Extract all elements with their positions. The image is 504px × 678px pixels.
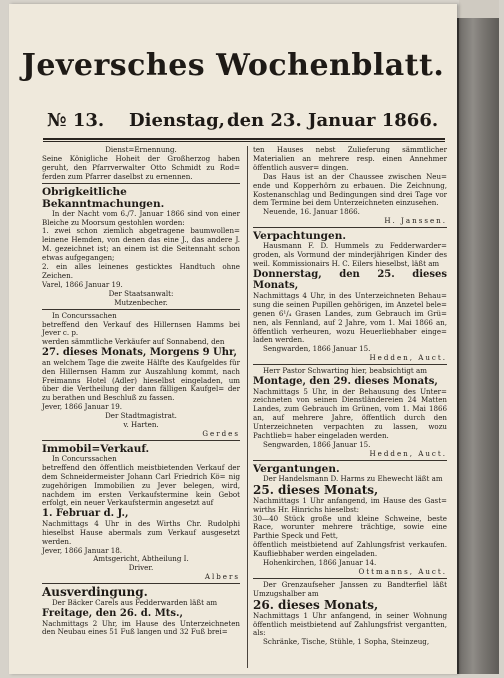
section-rule [42,309,240,310]
text-line: Der Bäcker Carels aus Fedderwarden läßt am [52,598,218,608]
text-line: ten Hauses nebst Zulieferung sämmtlicher Materialien an mehrere resp. einen Annehmer öffentlich ausver= dingen. [253,145,447,172]
emphasis-line: Montage, den 29. dieses Monats, [253,376,438,388]
text-line: 1. zwei schon ziemlich abgetragene baumwollen= leinene Hemden, von denen das eine J., das andere J. M. gezeichnet ist; an einem ist die Seitennaht schon etwas aufgegangen; [42,226,240,263]
book-spine [457,18,499,674]
text-line: Das Haus ist an der Chaussee zwischen Neu= ende und Kopperhörn zu erbauen. Die Zeichnung, Kostenanschlag und Bedingungen sind drei Tage vor dem Termine bei dem Unterzeichneten einzusehen. [253,171,447,208]
text-line: Gerdes [202,428,240,438]
text-line: Jever, 1866 Januar 19. [42,402,123,412]
text-line: betreffend den Verkauf des Hillernsen Hamms bei Jever c. p. [42,319,240,338]
text-line: betreffend den öffentlich meistbietenden Verkauf der dem Schneidermeister Johann Carl Friedrich Kö= nig zugehörigen Immobilien zu Jever belegen, wird, nachdem im ersten Verkaufstermine kein Gebot erfolgt, ein neuer Verkaufstermin angesetzt auf [42,462,240,508]
text-line: In Concurssachen [52,310,117,320]
emphasis-line: Freitage, den 26. d. Mts., [42,608,183,620]
text-line: Hedden, Auct. [369,353,447,363]
left-column [42,146,240,637]
text-line: Nachmittags 5 Uhr, in der Behausung des Unter= zeichneten von seinen Dienstländereien 24 Matten Landes, zum Gebrauch im Grünen, vom 1. Mai 1866 an, auf mehrere Jahre, öffentlich durch den Unterzeichneten verpachten zu lassen, wozu Pachtlieb= haber eingeladen werden. [253,386,447,441]
section-heading: Verpachtungen. [253,230,346,243]
text-line: öffentlich meistbietend auf Zahlungsfrist verkaufen. Kaufliebhaber werden eingeladen. [253,540,447,559]
emphasis-line: 27. dieses Monats, Morgens 9 Uhr, [42,347,238,359]
issue-number: № 13. [47,110,105,131]
section-heading: Immobil=Verkauf. [42,442,150,455]
text-line: Driver. [128,563,154,573]
section-heading: Obrigkeitliche Bekanntmachungen. [42,185,165,210]
masthead-title: Jeversches Wochenblatt. [21,48,445,83]
right-column [253,146,447,647]
text-line: Herr Pastor Schwarting hier, beabsichtigt am [263,366,427,376]
section-heading: 26. dieses Monats, [253,597,379,612]
text-line: Nachmittags 1 Uhr anfangend, im Hause des Gast= wirths Hr. Hinrichs hieselbst: [253,495,447,514]
emphasis-line: 1. Februar d. J., [42,508,129,520]
section-rule [42,440,240,441]
text-line: Varel, 1866 Januar 19. [42,279,123,289]
text-line: v. Harten. [123,420,159,430]
section-rule [253,460,447,461]
section-rule [253,227,447,228]
text-line: Sengwarden, 1866 Januar 15. [263,439,371,449]
text-line: Dienst=Ernennung. [105,145,177,154]
text-line: Hausmann F. D. Hummels zu Fedderwarder= groden, als Vormund der minderjährigen Kinder des weil. Kommissionairs H. C. Eilers hieselbst, läßt am [253,241,447,268]
text-line: Albers [204,572,240,582]
text-line: Jever, 1866 Januar 18. [42,545,123,555]
issue-weekday: Dienstag, [129,110,225,131]
book-edge [459,0,499,18]
text-line: Nachmittags 4 Uhr in des Wirths Chr. Rudolphi hieselbst Hause abermals zum Verkauf ausgesetzt werden. [42,518,240,546]
newspaper-page [9,4,457,674]
text-line: an welchem Tage die zweite Hälfte des Kaufgeldes für den Hillernsen Hamm zur Auszahlung kommt, nach Freimanns Hotel (Adler) hieselbst eingeladen, um über die Vertheilung der dann fälligen Kaufgel= der zu berathen und Beschluß zu fassen. [42,357,240,403]
text-line: Nachmittags 2 Uhr, im Hause des Unterzeichneten den Neubau eines 51 Fuß langen und 32 Fuß brei= [42,618,240,637]
text-line: Seine Königliche Hoheit der Großherzog haben geruht, den Pfarrverwalter Otto Schmidt zu Rod= ferden zum Pfarrer daselbst zu ernennen. [42,153,240,181]
text-line: Der Grenzaufseher Janssen zu Bandterfiel läßt Umzugshalber am [253,579,447,598]
section-rule [253,578,447,579]
column-divider [247,146,248,668]
dateline [47,110,445,130]
section-rule [42,183,240,184]
text-line: Schränke, Tische, Stühle, 1 Sopha, Steinzeug, [263,637,430,647]
text-line: Amtsgericht, Abtheilung I. [93,554,189,564]
issue-date: den 23. Januar 1866. [227,110,439,131]
text-line: 2. ein alles leinenes gesticktes Handtuch ohne Zeichen. [42,262,240,280]
section-rule [42,583,240,584]
header-rule [43,138,445,140]
text-line: H. Janssen. [384,216,447,226]
text-line: Der Stadtmagistrat. [105,411,177,421]
text-line: Neuende, 16. Januar 1866. [263,207,360,217]
text-line: 30—40 Stück große und kleine Schweine, beste Race, worunter mehrere trächtige, sowie eine Parthie Speck und Fett, [253,513,447,541]
section-heading: 25. dieses Monats, [253,482,379,497]
text-line: In Concurssachen [52,453,117,463]
text-line: Sengwarden, 1866 Januar 15. [263,344,371,354]
text-line: In der Nacht vom 6./7. Januar 1866 sind von einer Bleiche zu Moorsum gestohlen worden: [42,208,240,227]
text-line: Nachmittags 1 Uhr anfangend, in seiner Wohnung öffentlich meistbietend auf Zahlungsfrist vergantten, als: [253,610,447,638]
section-heading: Vergantungen. [253,462,340,475]
text-line: Der Staatsanwalt: [108,288,174,298]
text-line: Mutzenbecher. [114,297,168,307]
text-line: Ottmanns, Auct. [358,566,447,576]
text-line: Hohenkirchen, 1866 Januar 14. [263,558,377,568]
section-rule [253,364,447,365]
header-rule-thin [43,141,445,142]
text-line: werden sämmtliche Verkäufer auf Sonnabend, den [42,337,225,347]
text-line: Hedden, Auct. [369,448,447,458]
text-line: Nachmittags 4 Uhr, in des Unterzeichneten Behau= sung die seinen Pupillen gehörigen, im Anzetel bele= genen 6¹/₄ Grasen Landes, zum Gebrauch im Grü= nen, als Fennland, auf 2 Jahre, vom 1. Mai 1866 an, öffentlich verheuren, wozu Heuerliebhaber einge= laden werden. [253,290,447,345]
text-line: Der Handelsmann D. Harms zu Ehewecht läßt am [263,473,443,483]
emphasis-line: Donnerstag, den 25. dieses Monats, [253,268,447,292]
section-heading: Ausverdingung. [42,585,148,600]
